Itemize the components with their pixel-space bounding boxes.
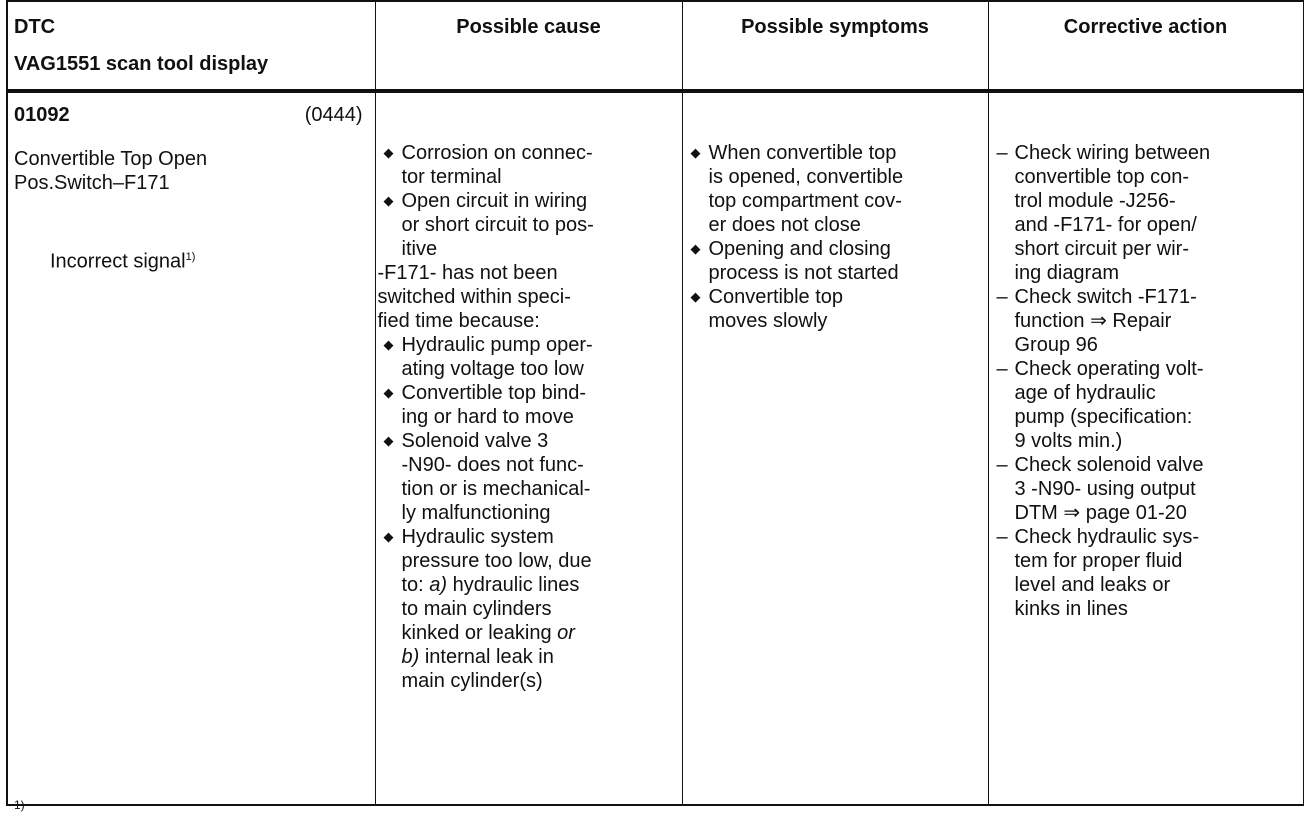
header-dtc-line1: DTC — [14, 16, 56, 38]
action-item: Check hydraulic sys- tem for proper fluid level and leaks or kinks in lines — [1014, 526, 1200, 620]
cause-text: internal leak in main cylinder(s) — [401, 646, 554, 692]
signal-description — [14, 245, 375, 274]
header-dtc — [7, 1, 375, 91]
cause-item: Solenoid valve 3 -N90- does not func- tion or is mechanical- ly malfunctioning — [401, 430, 591, 524]
bullet-icon: ◆ — [690, 289, 701, 304]
possible-cause-cell — [375, 91, 682, 805]
dtc-table — [6, 0, 1304, 806]
cause-item-hydraulic — [402, 525, 676, 693]
dash-icon: – — [996, 526, 1008, 548]
dtc-table-page — [6, 0, 1302, 812]
cause-text: Hydraulic system pressure too low, due to: — [401, 526, 592, 596]
list-item — [691, 141, 982, 237]
list-item — [384, 525, 676, 693]
list-item — [384, 141, 676, 189]
action-item: Check switch -F171- function ⇒ Repair Group 96 — [1014, 286, 1197, 356]
header-possible-cause: Possible cause — [375, 1, 682, 91]
dash-icon: – — [996, 142, 1008, 164]
header-possible-symptoms: Possible symptoms — [682, 1, 988, 91]
cause-text: hydraulic lines to main cylinders kinked or leaking — [401, 574, 580, 644]
list-item — [997, 357, 1297, 453]
action-item: Check wiring between convertible top con- trol module -J256- and -F171- for open/ short circuit per wir- ing diagram — [1014, 142, 1211, 284]
signal-text: Incorrect signal — [50, 250, 186, 273]
bullet-icon: ◆ — [383, 433, 394, 448]
bullet-icon: ◆ — [690, 145, 701, 160]
action-item: Check operating volt- age of hydraulic pump (specification: 9 volts min.) — [1014, 358, 1204, 452]
list-item — [997, 285, 1297, 357]
header-dtc-line2: VAG1551 scan tool display — [14, 53, 269, 75]
cause-label-a: a) — [429, 574, 448, 596]
bullet-icon: ◆ — [383, 529, 394, 544]
list-item — [997, 141, 1297, 285]
corrective-action-cell — [988, 91, 1303, 805]
dash-icon: – — [996, 286, 1008, 308]
signal-footnote-ref: 1) — [185, 251, 196, 263]
list-item — [691, 285, 982, 333]
dtc-alt-code: (0444) — [304, 104, 363, 126]
cause-or: or — [557, 622, 575, 644]
cause-item: Open circuit in wiring or short circuit to pos- itive — [401, 190, 594, 260]
table-header-row — [7, 1, 1303, 91]
cause-item: Hydraulic pump oper- ating voltage too low — [401, 334, 593, 380]
list-item — [384, 429, 676, 525]
dash-icon: – — [996, 454, 1008, 476]
symptom-item: Opening and closing process is not started — [708, 238, 899, 284]
cause-item: Corrosion on connec- tor terminal — [401, 142, 593, 188]
action-item: Check solenoid valve 3 -N90- using output DTM ⇒ page 01-20 — [1014, 454, 1204, 524]
dtc-cell — [7, 91, 375, 805]
dash-icon: – — [996, 358, 1008, 380]
list-item — [384, 381, 676, 429]
list-item — [997, 453, 1297, 525]
table-row — [7, 91, 1303, 805]
cause-intro: -F171- has not been switched within speci- fied time because: — [377, 262, 571, 332]
dtc-code: 01092 — [14, 104, 70, 126]
bullet-icon: ◆ — [383, 337, 394, 352]
bullet-icon: ◆ — [383, 145, 394, 160]
header-corrective-action: Corrective action — [988, 1, 1303, 91]
bullet-icon: ◆ — [383, 193, 394, 208]
bullet-icon: ◆ — [383, 385, 394, 400]
footnote-marker: 1) — [14, 798, 25, 812]
cause-label-b: b) — [401, 646, 420, 668]
list-item — [384, 189, 676, 261]
bullet-icon: ◆ — [690, 241, 701, 256]
list-item — [384, 333, 676, 381]
list-item — [691, 237, 982, 285]
list-item — [997, 525, 1297, 621]
symptom-item: Convertible top moves slowly — [708, 286, 844, 332]
possible-symptoms-cell — [682, 91, 988, 805]
symptom-item: When convertible top is opened, convertible top compartment cov- er does not close — [708, 142, 904, 236]
cause-item: Convertible top bind- ing or hard to move — [401, 382, 587, 428]
component-name: Convertible Top Open Pos.Switch–F171 — [14, 148, 208, 194]
